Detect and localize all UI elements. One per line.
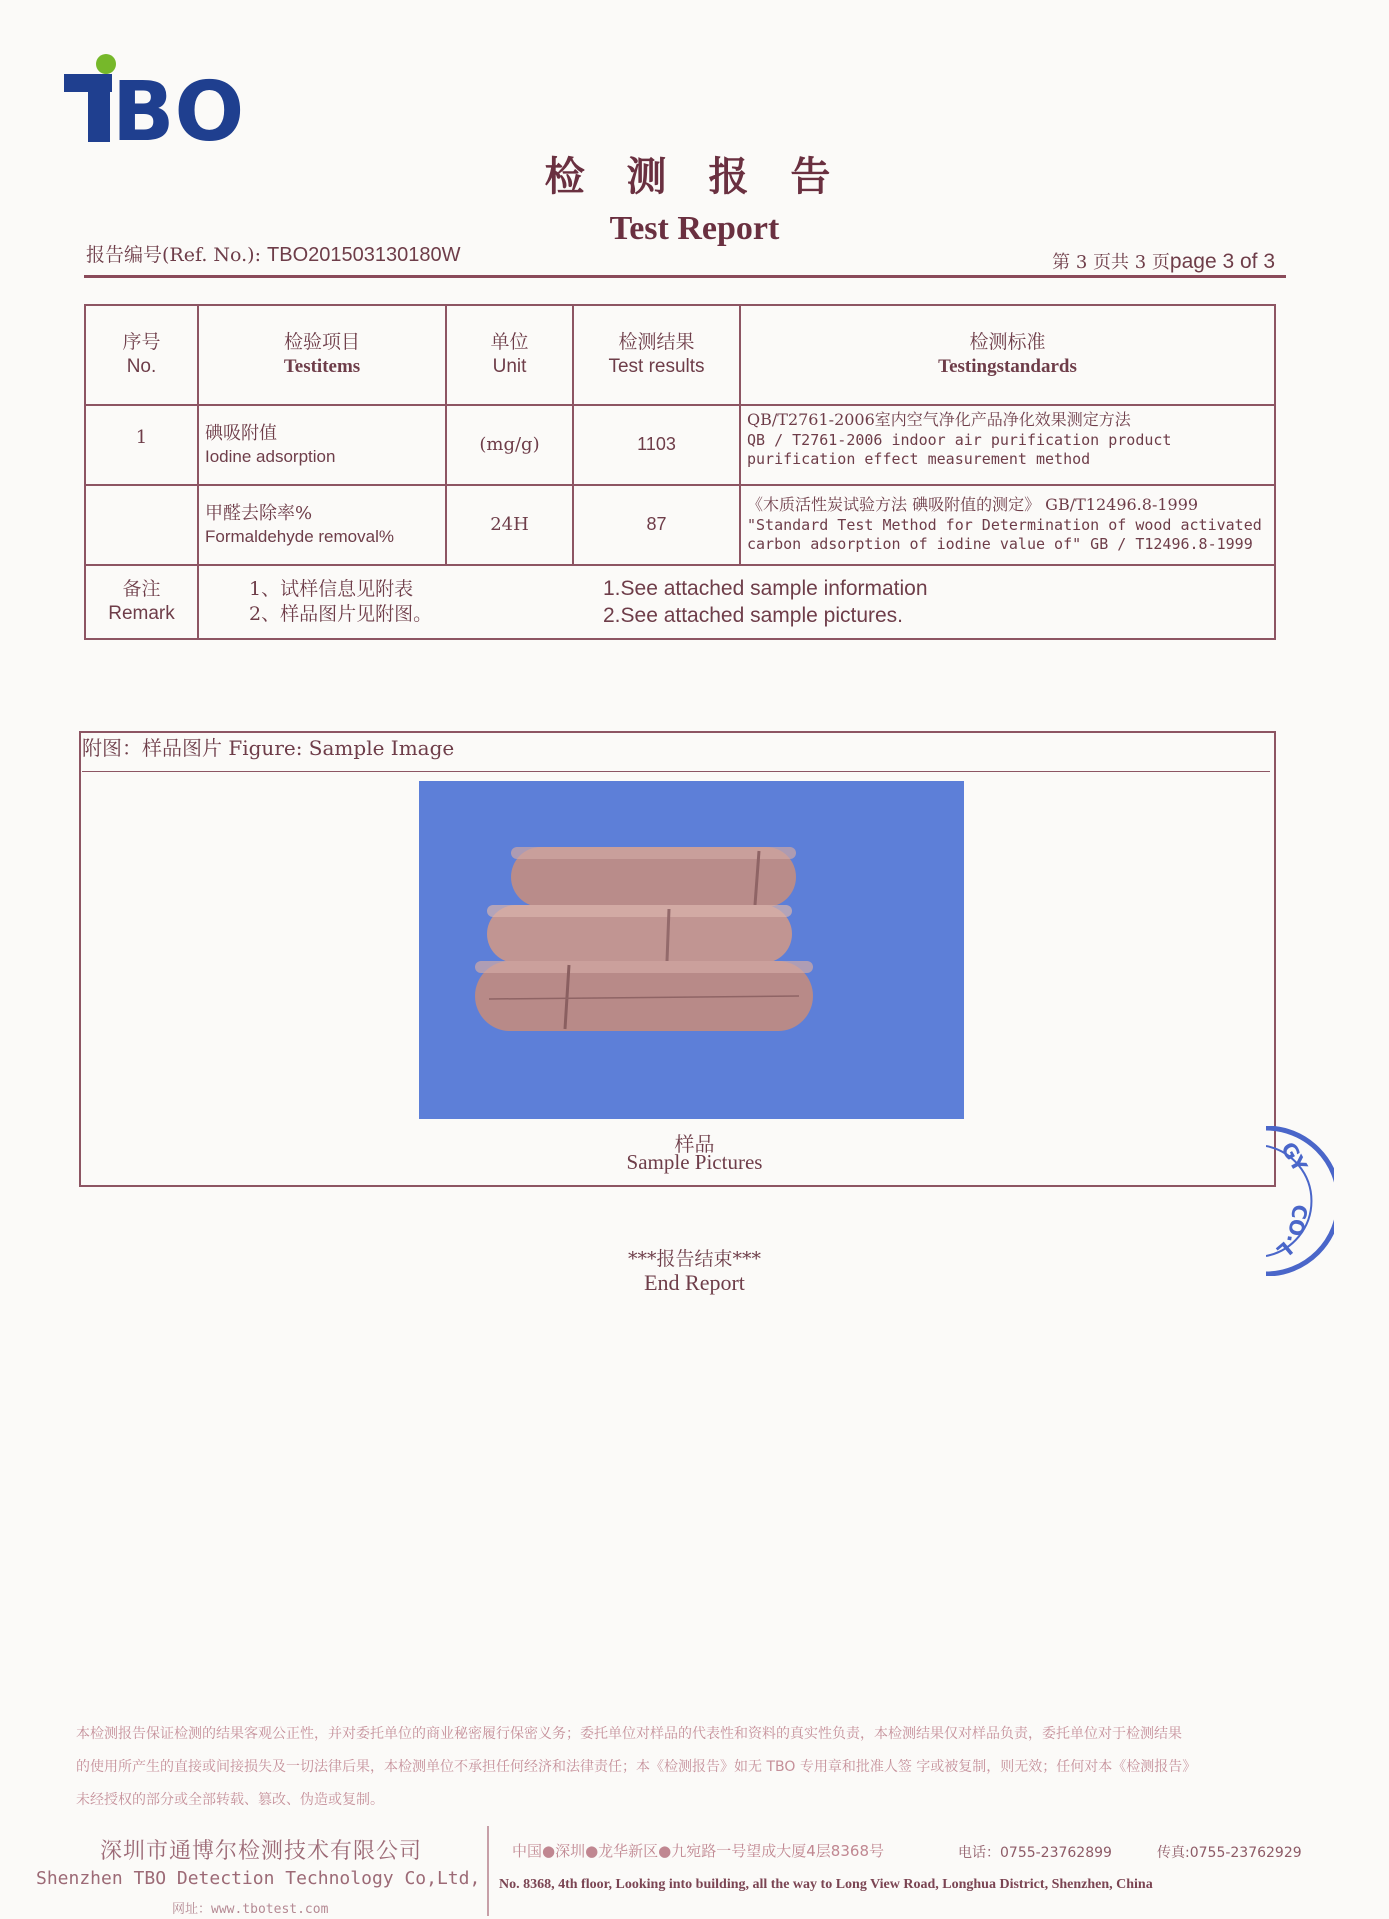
bamboo-charcoal-sticks (475, 847, 813, 1031)
row-no (85, 485, 198, 565)
title-chinese: 检 测 报 告 (544, 153, 845, 200)
page-number-en: page 3 of 3 (1169, 250, 1275, 273)
row-result: 1103 (573, 405, 740, 485)
telephone: 电话：0755-23762899 (958, 1845, 1112, 1861)
logo-text: BO (112, 65, 245, 146)
svg-text:GY: GY (1276, 1137, 1313, 1177)
page-number-cn: 第 3 页共 3 页 (1052, 252, 1170, 273)
fax: 传真:0755-23762929 (1157, 1845, 1302, 1861)
row-standard: 《木质活性炭试验方法 碘吸附值的测定》 GB/T12496.8-1999 "Standard Test Method for Determination of wood activated carbon adsorption of iodine value of" GB / T12496.8-1999 (740, 485, 1275, 565)
sample-photo (419, 781, 964, 1119)
row-item: 甲醛去除率% Formaldehyde removal% (198, 485, 446, 565)
row-unit: 24H (446, 485, 573, 565)
tbo-logo (64, 52, 284, 146)
title-english: Test Report (609, 210, 780, 247)
remark-en: 1.See attached sample information 2.See attached sample pictures. (573, 565, 1275, 639)
row-no: 1 (85, 405, 198, 485)
svg-text:CO.: CO. (1282, 1202, 1313, 1246)
table-row (85, 405, 1275, 485)
svg-text:L: L (1272, 1236, 1298, 1264)
figure-rule (82, 771, 1270, 772)
remark-cn: 1、试样信息见附表 2、样品图片见附图。 (198, 565, 573, 639)
header-result: 检测结果 Test results (573, 305, 740, 405)
row-result: 87 (573, 485, 740, 565)
address-cn: 中国●深圳●龙华新区●九宛路一号望成大厦4层8368号 (512, 1842, 884, 1860)
figure-heading: 附图：样品图片 Figure: Sample Image (82, 736, 455, 760)
table-header-row (85, 305, 1275, 405)
table-row (85, 485, 1275, 565)
end-report-cn: ***报告结束*** (627, 1248, 761, 1270)
header-unit: 单位 Unit (446, 305, 573, 405)
figure-caption-en: Sample Pictures (626, 1150, 763, 1174)
header-item: 检验项目 Testitems (198, 305, 446, 405)
disclaimer-line: 未经授权的部分或全部转载、篡改、伪造或复制。 (76, 1792, 384, 1808)
reference-number (86, 240, 461, 267)
address-en: No. 8368, 4th floor, Looking into building, all the way to Long View Road, Longhua District, Shenzhen, China (499, 1877, 1153, 1892)
row-item: 碘吸附值 Iodine adsorption (198, 405, 446, 485)
header-standard: 检测标准 Testingstandards (740, 305, 1275, 405)
disclaimer (76, 1718, 1306, 1817)
disclaimer-line: 的使用所产生的直接或间接损失及一切法律后果，本检测单位不承担任何经济和法律责任；本《检测报告》如无 TBO 专用章和批准人签 字或被复制，则无效；任何对本《检测报告》 (76, 1759, 1197, 1775)
disclaimer-line: 本检测报告保证检测的结果客观公正性，并对委托单位的商业秘密履行保密义务；委托单位对样品的代表性和资料的真实性负责，本检测结果仅对样品负责，委托单位对于检测结果 (76, 1726, 1182, 1742)
reference-value: TBO201503130180W (267, 244, 461, 266)
end-report-en: End Report (644, 1270, 745, 1295)
company-name-en: Shenzhen TBO Detection Technology Co,Ltd, (36, 1868, 481, 1889)
results-table (84, 304, 1276, 640)
row-unit: (mg/g) (446, 405, 573, 485)
company-website: 网址：www.tbotest.com (172, 1902, 329, 1917)
row-standard: QB/T2761-2006室内空气净化产品净化效果测定方法 QB / T2761-2006 indoor air purification product purification effect measurement method (740, 405, 1275, 485)
remark-row (85, 565, 1275, 639)
header-no: 序号 No. (85, 305, 198, 405)
company-name-cn: 深圳市通博尔检测技术有限公司 (100, 1839, 423, 1864)
footer-divider (487, 1826, 489, 1916)
page-number (1052, 248, 1275, 274)
reference-label: 报告编号(Ref. No.): (86, 244, 261, 266)
header-rule (84, 275, 1286, 278)
remark-label: 备注 Remark (85, 565, 198, 639)
figure-caption-cn: 样品 (674, 1132, 715, 1156)
